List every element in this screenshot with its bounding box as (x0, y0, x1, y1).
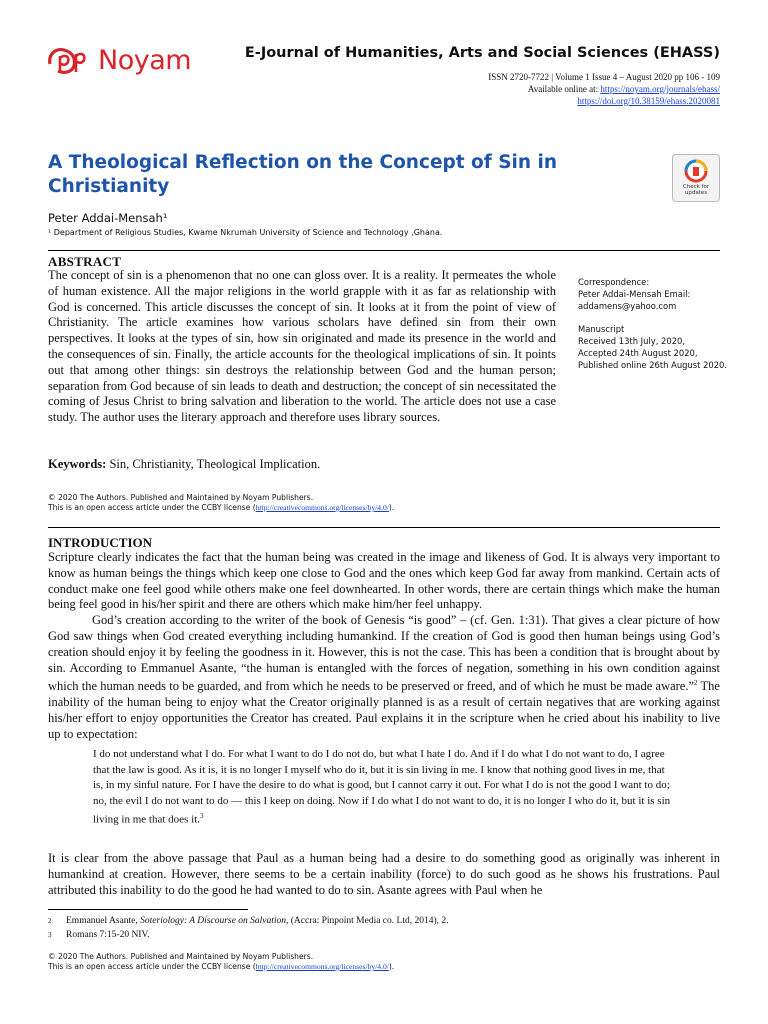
license-prefix: This is an open access article under the CCBY license ( (48, 503, 256, 512)
article-title: A Theological Reflection on the Concept of Sin in Christianity (48, 152, 558, 197)
copyright-notice (48, 493, 394, 513)
doi-link[interactable]: https://doi.org/10.38159/ehass.2020081 (577, 96, 720, 106)
license-prefix: This is an open access article under the CCBY license ( (48, 962, 256, 971)
paragraph (48, 613, 720, 743)
paragraph-text: God’s creation according to the writer of the book of Genesis “is good” – (cf. Gen. 1:31). That gives a clear picture of how God saw things when God created everything including humankind. If the creation of God is good then human beings using God’s creation should enjoy it by feeling the goodness in it. However, this is not the case. This has been a condition that is brought about by sin. According to Emmanuel Asante, “the human is entangled with the forces of negation, something in his own condition against which the human needs to be guarded, and from which he needs to be preserved or freed, and of which he must be made aware.” (48, 613, 720, 694)
license-link[interactable]: http://creativecommons.org/licenses/by/4.0/ (255, 503, 389, 512)
issn-line: ISSN 2720-7722 | Volume 1 Issue 4 – August 2020 pp 106 - 109 (488, 72, 720, 82)
license-link[interactable]: http://creativecommons.org/licenses/by/4.0/ (255, 962, 389, 971)
introduction-heading: INTRODUCTION (48, 535, 153, 550)
footnotes (48, 915, 449, 942)
published-date: Published online 26th August 2020. (578, 359, 728, 370)
doi-line (577, 96, 720, 106)
introduction-body (48, 550, 720, 743)
footnote-ref: 2 (694, 679, 698, 688)
license-line (48, 503, 394, 513)
footnote-ref: 3 (199, 812, 204, 820)
footnote (48, 915, 449, 929)
correspondence-text: Peter Addai-Mensah Email: addamens@yahoo.com (578, 288, 691, 311)
license-line (48, 962, 394, 972)
check-for-updates-badge[interactable] (672, 154, 720, 202)
keywords-values: Sin, Christianity, Theological Implication. (106, 457, 321, 471)
footnote-number: 2 (48, 917, 52, 925)
journal-title: E-Journal of Humanities, Arts and Social Sciences (EHASS) (244, 45, 720, 61)
copyright-line: © 2020 The Authors. Published and Maintained by Noyam Publishers. (48, 952, 314, 961)
paragraph: Scripture clearly indicates the fact that the human being was created in the image and likeness of God. It is always very important to know as human beings the things which keep one close to God and the ones which keep God far away from mankind. Certain acts of conduct make one feel good while others make one feel downhearted. In other words, there are certain things which make the human being feel good in his/her spirit and there are others which make him/her feel unhappy. (48, 550, 720, 612)
footnote-text: , (Accra: Pinpoint Media co. Ltd, 2014), 2. (285, 916, 449, 926)
abstract-heading: ABSTRACT (48, 254, 122, 269)
quote-text: I do not understand what I do. For what I want to do I do not do, but what I hate I do. And if I do what I do not want to do, I agree that the law is good. As it is, it is no longer I myself who do it, but it is sin living in me. I know that nothing good lives in me, that is, in my sinful nature. For I have the desire to do what is good, but I cannot carry it out. For what I do is not the good I want to do; no, the evil I do not want to do — this I keep on doing. Now if I do what I do not want to do, it is no longer I who do it, but it is sin living in me that does it. (93, 748, 671, 826)
correspondence-label: Correspondence: (578, 277, 650, 287)
accepted-date: Accepted 24th August 2020, (578, 347, 698, 358)
received-date: Received 13th July, 2020, (578, 336, 686, 347)
logo-wordmark: Noyam (98, 45, 192, 76)
copyright-line: © 2020 The Authors. Published and Maintained by Noyam Publishers. (48, 493, 314, 502)
author-affiliation: ¹ Department of Religious Studies, Kwame Nkrumah University of Science and Technology ,Ghana. (48, 228, 443, 237)
keywords-line (48, 457, 556, 472)
available-label: Available online at: (527, 84, 601, 94)
copyright-notice (48, 952, 394, 972)
footnote-text: Emmanuel Asante, (66, 916, 141, 926)
badge-label: Check for updates (682, 184, 710, 196)
footnote-number: 3 (48, 930, 52, 939)
available-online-line (528, 84, 720, 94)
license-suffix: ). (388, 962, 395, 971)
section-divider (48, 250, 720, 251)
correspondence-sidebar (578, 277, 728, 372)
journal-url-link[interactable]: https://noyam.org/journals/ehass/ (600, 84, 720, 94)
paragraph-text: The inability of the human being to enjoy what the Creator originally planned is as a result of certain negatives that are working against his/her effort to enjoy opportunities the Creator has created. Paul explains it in the scripture when he cried about his inability to live up to expectation: (48, 679, 720, 741)
footnote-text: Romans 7:15-20 NIV. (66, 929, 150, 940)
section-divider (48, 527, 720, 528)
license-suffix: ). (388, 503, 395, 512)
author-name: Peter Addai-Mensah¹ (48, 211, 168, 225)
footnote (48, 929, 449, 943)
block-quote (93, 747, 677, 828)
manuscript-label: Manuscript (578, 324, 625, 335)
paragraph: It is clear from the above passage that Paul as a human being had a desire to do something good as originally was inherent in humankind at creation. However, there seems to be a certain inability (force) to do such good as he shows his frustrations. Paul attributed this inability to do the good he had wanted to do to sin. Asante agrees with Paul when he (48, 851, 720, 897)
footnote-title: Soteriology: A Discourse on Salvation (140, 916, 286, 926)
footnote-divider (48, 909, 248, 910)
keywords-label: Keywords: (48, 457, 107, 471)
abstract-text: The concept of sin is a phenomenon that no one can gloss over. It is a reality. It permeates the whole of human existence. All the major religions in the world grapple with it as far as relationship with God is concerned. This article discusses the concept of sin. It looks at it from the point of view of Christianity. The article examines how various scholars have defined sin from their own perspectives. It looks at the types of sin, how sin originated and made its presence in the world and the consequences of sin. Finally, the article accounts for the theological implications of sin. It points out that among other things: sin destroys the relationship between God and the human person; separation from God because of sin leads to death and destruction; the concept of sin necessitated the coming of Jesus Christ to bring salvation and liberation to the world. The article does not use a case study. The author uses the literary approach and therefore uses library sources. (48, 268, 556, 425)
